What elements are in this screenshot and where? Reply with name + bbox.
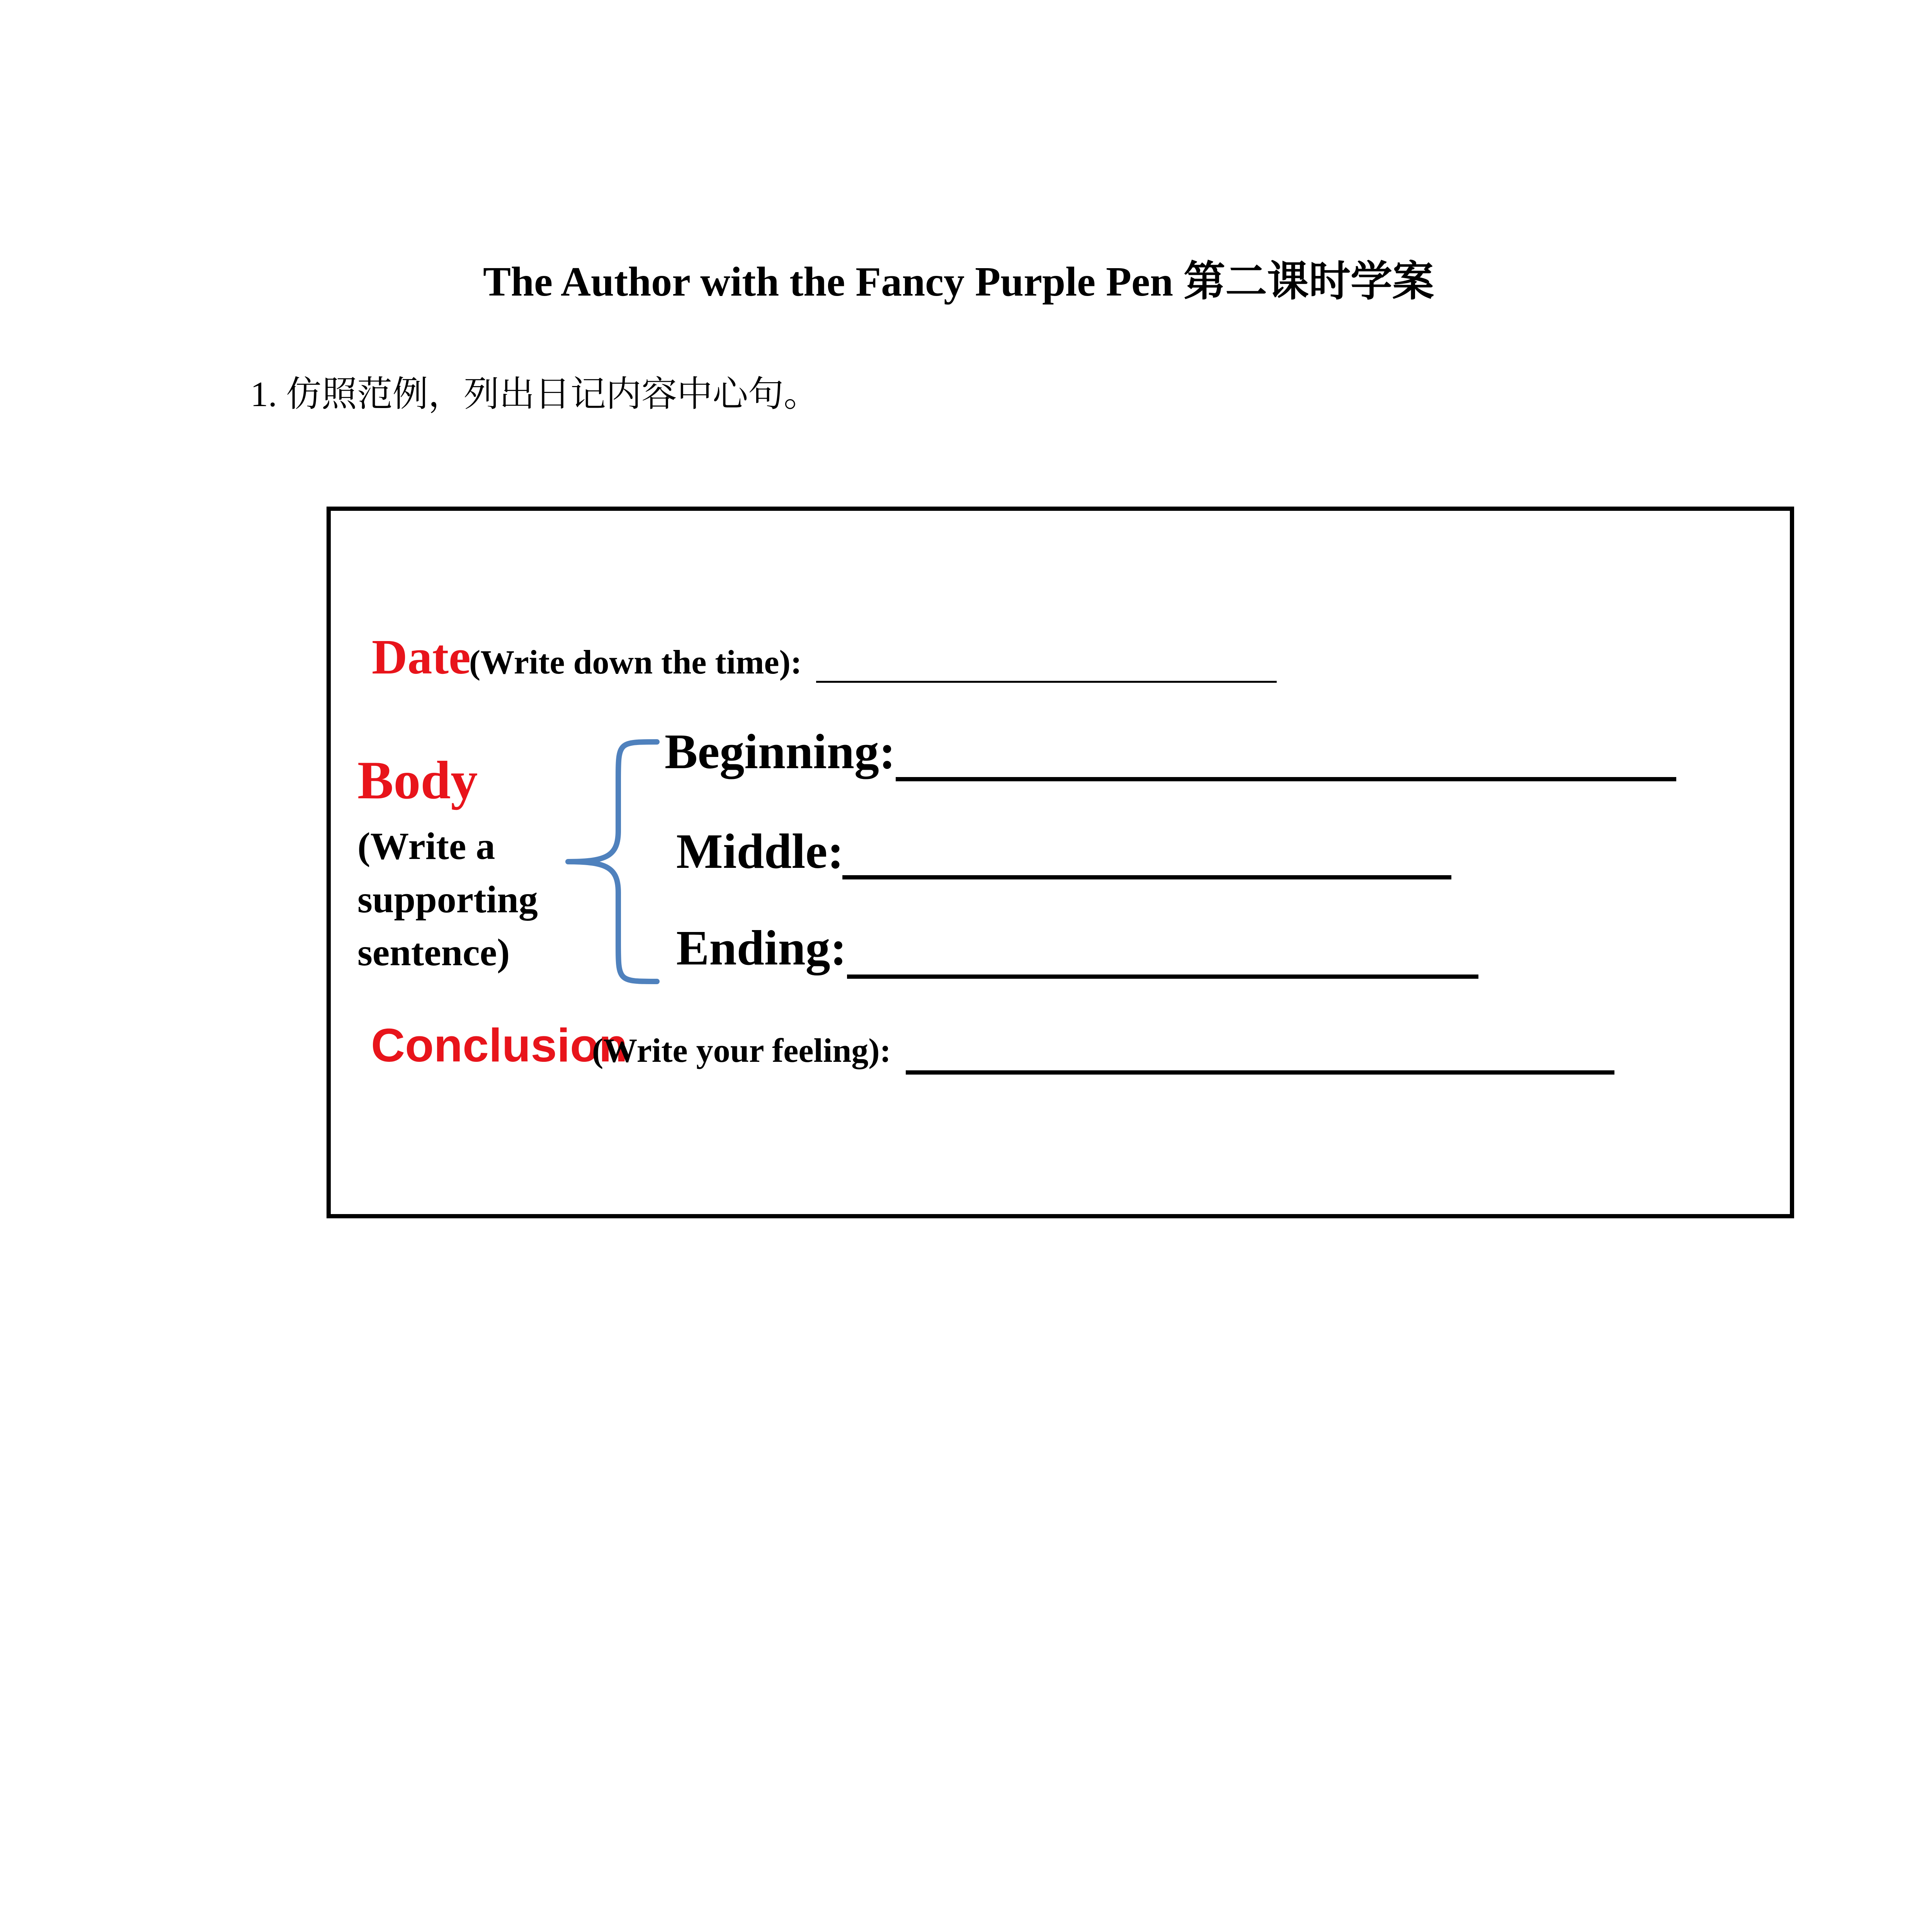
curly-brace-icon bbox=[560, 734, 665, 989]
body-label: Body bbox=[357, 750, 478, 810]
conclusion-label: Conclusion bbox=[371, 1019, 628, 1071]
diary-structure-frame bbox=[327, 507, 1794, 1218]
ending-blank-line[interactable] bbox=[847, 975, 1478, 979]
ending-label: Ending: bbox=[676, 920, 847, 975]
beginning-blank-line[interactable] bbox=[896, 777, 1676, 781]
instruction-text: 1. 仿照范例，列出日记内容中心句。 bbox=[250, 374, 820, 414]
date-hint: (Write down the time): bbox=[469, 644, 802, 681]
page-title: The Author with the Fancy Purple Pen 第二课时学案 bbox=[483, 259, 1434, 305]
middle-blank-line[interactable] bbox=[842, 875, 1451, 879]
body-hint-line-1: (Write a bbox=[357, 825, 495, 867]
conclusion-blank-line[interactable] bbox=[906, 1070, 1614, 1075]
beginning-label: Beginning: bbox=[665, 724, 896, 779]
body-hint-line-2: supporting bbox=[357, 878, 538, 921]
body-hint-line-3: sentence) bbox=[357, 931, 510, 974]
date-label: Date bbox=[372, 629, 471, 684]
middle-label: Middle: bbox=[676, 824, 844, 879]
date-blank-line[interactable] bbox=[816, 681, 1277, 683]
conclusion-hint: (Write your feeling): bbox=[592, 1032, 891, 1070]
